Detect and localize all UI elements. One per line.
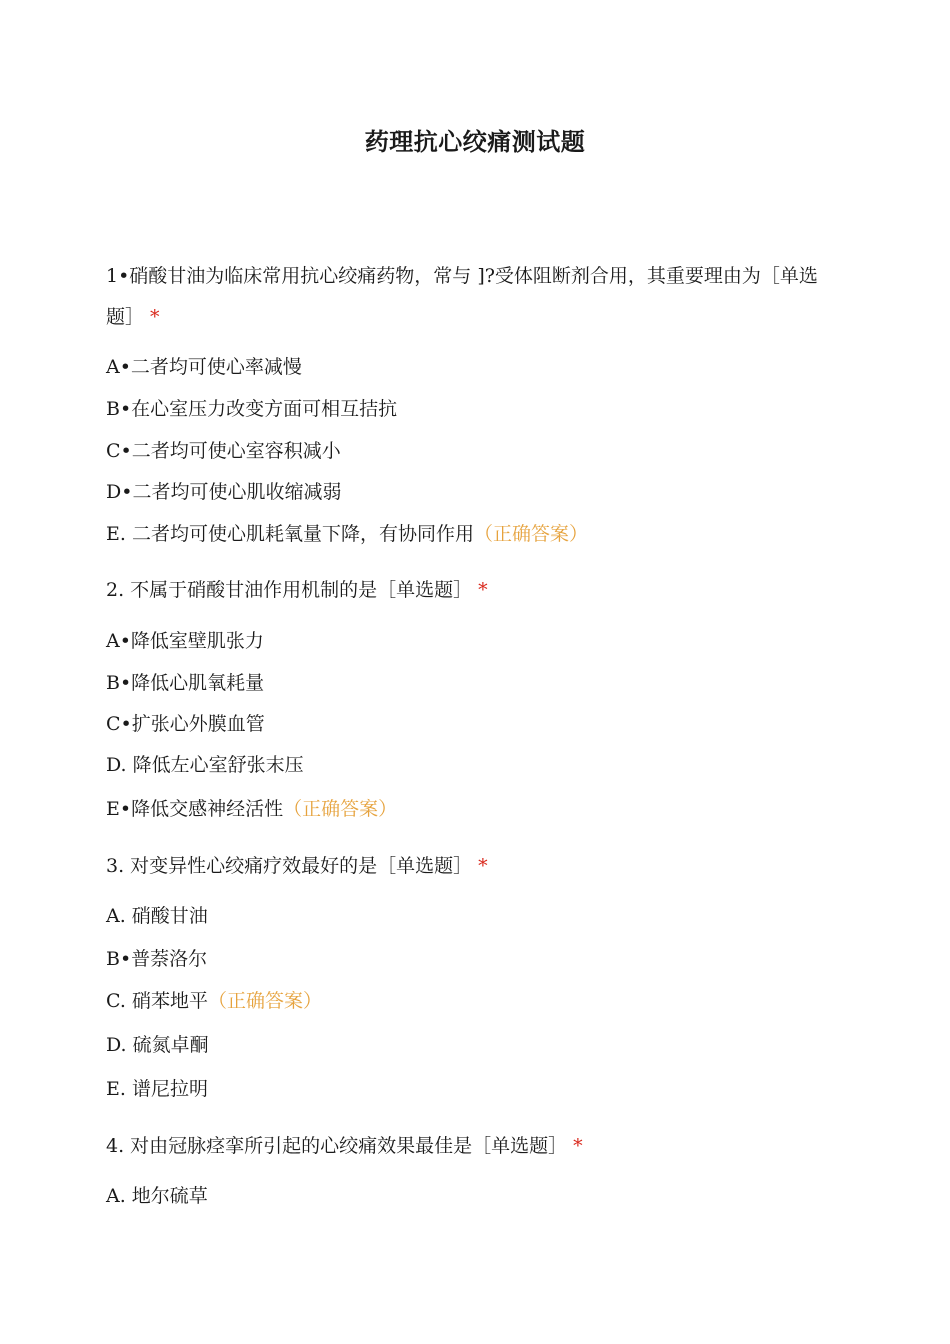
q2-option-e-text: E•降低交感神经活性 bbox=[106, 798, 284, 820]
q3-option-a[interactable]: A. 硝酸甘油 bbox=[106, 905, 208, 927]
q2-option-e[interactable] bbox=[106, 796, 846, 822]
correct-answer-label: （正确答案） bbox=[207, 990, 322, 1012]
question-4 bbox=[106, 1126, 846, 1167]
q2-option-c[interactable]: C•扩张心外膜血管 bbox=[106, 713, 265, 735]
q1-option-c[interactable]: C•二者均可使心室容积减小 bbox=[106, 440, 341, 462]
required-mark: * bbox=[150, 306, 160, 328]
question-4-text: 4. 对由冠脉痉挛所引起的心绞痛效果最佳是［单选题］ bbox=[106, 1135, 568, 1157]
question-1 bbox=[106, 256, 846, 338]
q2-option-d[interactable]: D. 降低左心室舒张末压 bbox=[106, 754, 304, 776]
question-3 bbox=[106, 846, 846, 887]
question-2 bbox=[106, 570, 846, 611]
q2-option-b[interactable]: B•降低心肌氧耗量 bbox=[106, 672, 265, 694]
q1-option-e-text: E. 二者均可使心肌耗氧量下降，有协同作用 bbox=[106, 523, 474, 545]
q3-option-c[interactable] bbox=[106, 988, 846, 1014]
question-1-text: 1•硝酸甘油为临床常用抗心绞痛药物，常与 ]?受体阻断剂合用，其重要理由为［单选题］ bbox=[106, 265, 818, 328]
correct-answer-label: （正确答案） bbox=[283, 798, 398, 820]
q1-option-d[interactable]: D•二者均可使心肌收缩减弱 bbox=[106, 481, 342, 503]
required-mark: * bbox=[573, 1135, 583, 1157]
q2-option-a[interactable]: A•降低室壁肌张力 bbox=[106, 630, 264, 652]
q1-option-b[interactable]: B•在心室压力改变方面可相互拮抗 bbox=[106, 398, 398, 420]
page-title: 药理抗心绞痛测试题 bbox=[364, 128, 586, 156]
question-3-text: 3. 对变异性心绞痛疗效最好的是［单选题］ bbox=[106, 855, 473, 877]
q3-option-c-text: C. 硝苯地平 bbox=[106, 990, 208, 1012]
correct-answer-label: （正确答案） bbox=[473, 523, 588, 545]
q4-option-a[interactable]: A. 地尔硫草 bbox=[106, 1185, 208, 1207]
q1-option-e[interactable] bbox=[106, 521, 846, 547]
required-mark: * bbox=[478, 855, 488, 877]
q3-option-b[interactable]: B•普萘洛尔 bbox=[106, 948, 208, 970]
required-mark: * bbox=[478, 579, 488, 601]
q1-option-a[interactable]: A•二者均可使心率减慢 bbox=[106, 356, 302, 378]
q3-option-d[interactable]: D. 硫氮卓酮 bbox=[106, 1034, 209, 1056]
q3-option-e[interactable]: E. 谱尼拉明 bbox=[106, 1078, 208, 1100]
question-2-text: 2. 不属于硝酸甘油作用机制的是［单选题］ bbox=[106, 579, 473, 601]
